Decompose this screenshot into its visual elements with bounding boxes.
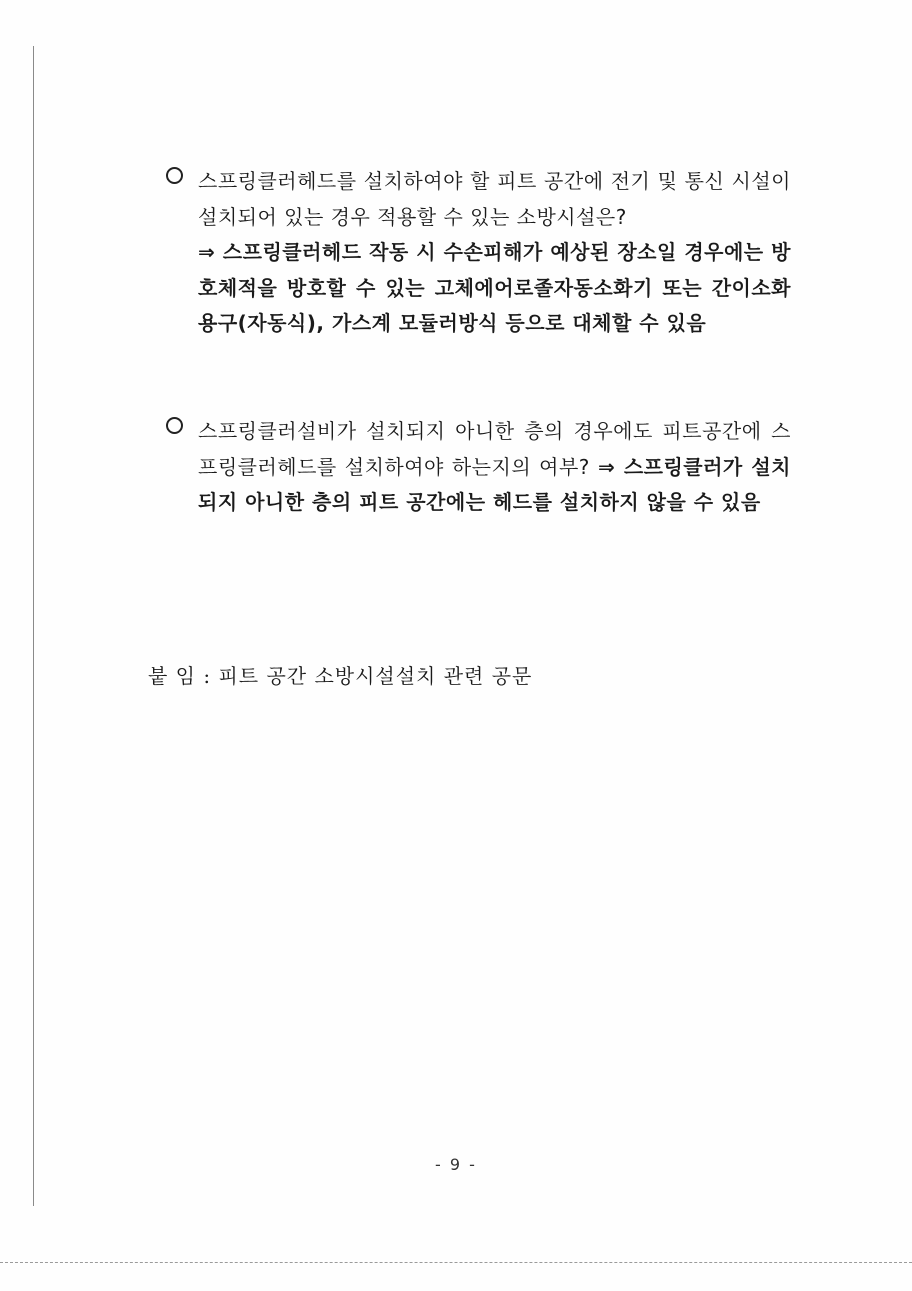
page-number: - 9 - bbox=[435, 1155, 477, 1174]
question-text: 스프링클러설비가 설치되지 아니한 층의 경우에도 피트공간에 스프링클러헤드를 설치하여야 하는지의 여부? bbox=[198, 419, 791, 479]
qa-item-2 bbox=[166, 414, 791, 521]
question-text: 스프링클러헤드를 설치하여야 할 피트 공간에 전기 및 통신 시설이 설치되어 있는 경우 적용할 수 있는 소방시설은? bbox=[198, 169, 791, 229]
qa-row bbox=[166, 414, 791, 521]
circle-bullet-icon bbox=[166, 167, 183, 184]
bottom-rule bbox=[0, 1262, 912, 1263]
attachment-line: 붙 임 : 피트 공간 소방시설설치 관련 공문 bbox=[148, 664, 533, 688]
left-margin-rule bbox=[33, 46, 34, 1206]
answer-text: ⇒ 스프링클러가 설치되지 아니한 층의 피트 공간에는 헤드를 설치하지 않을 수 있음 bbox=[198, 454, 791, 514]
circle-bullet-icon bbox=[166, 417, 183, 434]
qa-item-1 bbox=[166, 164, 791, 342]
answer-text: ⇒ 스프링클러헤드 작동 시 수손피해가 예상된 장소일 경우에는 방호체적을 방호할 수 있는 고체에어로졸자동소화기 또는 간이소화용구(자동식), 가스계 모듈러방식 등으로 대체할 수 있음 bbox=[198, 240, 791, 335]
qa-row bbox=[166, 164, 791, 342]
qa-text bbox=[198, 414, 791, 521]
qa-text bbox=[198, 164, 791, 342]
